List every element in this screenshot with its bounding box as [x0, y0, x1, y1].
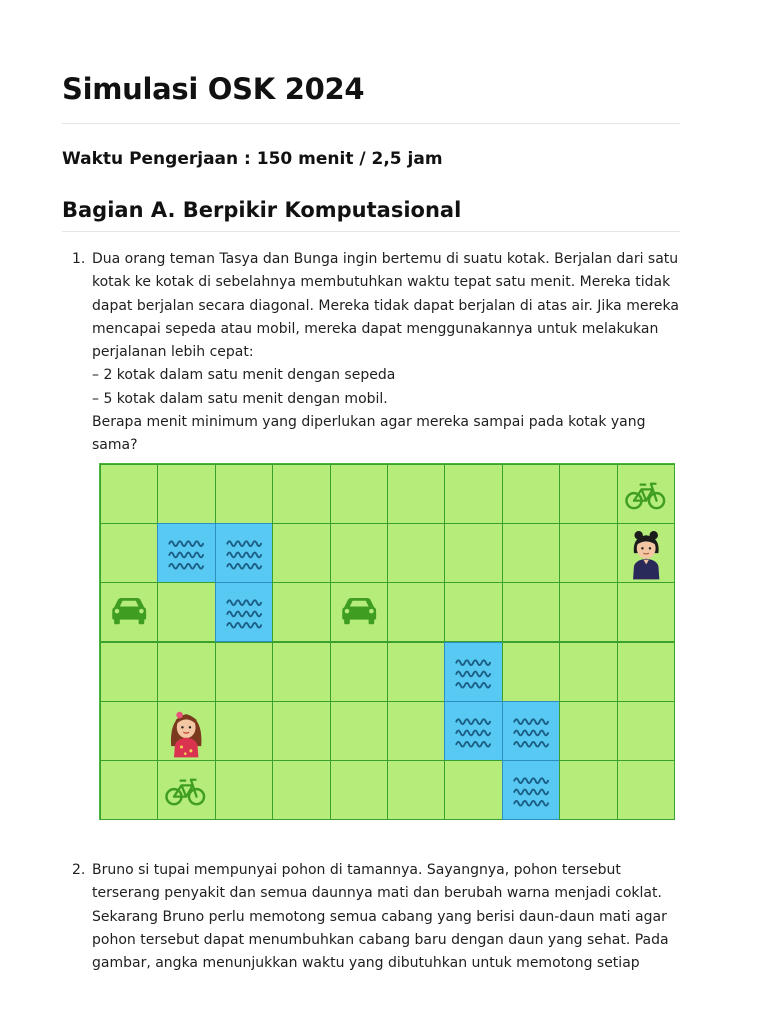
grid-cell	[272, 464, 330, 524]
grid-cell	[100, 701, 158, 761]
grid-cell	[272, 582, 330, 642]
girl-red-icon	[158, 702, 214, 760]
water-icon	[445, 643, 501, 701]
water-cell	[444, 642, 502, 702]
grid-cell	[215, 760, 273, 820]
grid-cell	[215, 642, 273, 702]
grid-cell	[559, 523, 617, 583]
question-line: mencapai sepeda atau mobil, mereka dapat menggunakannya untuk melakukan	[92, 320, 659, 337]
water-icon	[503, 702, 559, 760]
title-divider	[62, 123, 680, 124]
question-line: pohon tersebut dapat menumbuhkan cabang baru dengan daun yang sehat. Pada	[92, 931, 669, 948]
section-divider	[62, 231, 680, 232]
bicycle-icon	[158, 761, 214, 819]
water-cell	[215, 523, 273, 583]
grid-cell	[444, 582, 502, 642]
water-icon	[216, 524, 272, 582]
grid-cell	[502, 523, 560, 583]
grid-cell	[617, 642, 675, 702]
grid-cell	[617, 760, 675, 820]
question-line: perjalanan lebih cepat:	[92, 344, 254, 361]
question-line: sama?	[92, 437, 138, 454]
grid-cell	[272, 642, 330, 702]
question-line: Bruno si tupai mempunyai pohon di tamannya. Sayangnya, pohon tersebut	[92, 862, 621, 878]
water-cell	[502, 760, 560, 820]
grid-cell	[387, 701, 445, 761]
duration-heading: Waktu Pengerjaan : 150 menit / 2,5 jam	[62, 149, 443, 169]
question-1	[72, 248, 682, 458]
grid-cell	[387, 523, 445, 583]
grid-cell	[559, 464, 617, 524]
question-line: Berapa menit minimum yang diperlukan agar mereka sampai pada kotak yang	[92, 414, 646, 431]
question-line: kotak ke kotak di sebelahnya membutuhkan waktu tepat satu menit. Mereka tidak	[92, 274, 671, 291]
water-cell	[502, 701, 560, 761]
question-line: gambar, angka menunjukkan waktu yang dibutuhkan untuk memotong setiap	[92, 955, 640, 972]
water-icon	[158, 524, 214, 582]
grid-cell	[444, 464, 502, 524]
grid-cell	[502, 642, 560, 702]
question-line: – 5 kotak dalam satu menit dengan mobil.	[92, 390, 388, 407]
question-line: Dua orang teman Tasya dan Bunga ingin bertemu di suatu kotak. Berjalan dari satu	[92, 251, 679, 267]
grid-cell	[100, 760, 158, 820]
grid-cell	[559, 582, 617, 642]
grid-cell	[100, 464, 158, 524]
grid-cell	[330, 523, 388, 583]
grid-cell	[617, 701, 675, 761]
grid-cell	[272, 701, 330, 761]
puzzle-grid	[99, 463, 675, 820]
page-title: Simulasi OSK 2024	[62, 72, 365, 106]
water-icon	[445, 702, 501, 760]
question-line: Sekarang Bruno perlu memotong semua cabang yang berisi daun-daun mati agar	[92, 908, 667, 925]
water-icon	[503, 761, 559, 819]
grid-cell	[157, 582, 215, 642]
grid-cell	[444, 760, 502, 820]
grid-cell	[617, 464, 675, 524]
grid-cell	[157, 760, 215, 820]
grid-cell	[617, 582, 675, 642]
grid-cell	[157, 701, 215, 761]
grid-cell	[502, 464, 560, 524]
water-cell	[215, 582, 273, 642]
grid-cell	[215, 701, 273, 761]
section-heading: Bagian A. Berpikir Komputasional	[62, 198, 462, 222]
grid-cell	[387, 582, 445, 642]
grid-cell	[617, 523, 675, 583]
car-icon	[101, 583, 157, 641]
girl-dark-icon	[618, 524, 674, 582]
grid-cell	[100, 582, 158, 642]
grid-cell	[330, 701, 388, 761]
grid-cell	[559, 760, 617, 820]
grid-cell	[272, 523, 330, 583]
question-2	[72, 859, 682, 975]
car-icon	[331, 583, 387, 641]
bicycle-icon	[618, 465, 674, 523]
grid-cell	[387, 760, 445, 820]
question-line: dapat berjalan secara diagonal. Mereka tidak dapat berjalan di atas air. Jika mereka	[92, 297, 679, 314]
grid-cell	[330, 642, 388, 702]
grid-cell	[100, 642, 158, 702]
water-cell	[444, 701, 502, 761]
question-number: 1.	[72, 251, 86, 267]
grid-cell	[502, 582, 560, 642]
grid-cell	[387, 464, 445, 524]
water-icon	[216, 583, 272, 641]
grid-cell	[559, 642, 617, 702]
grid-cell	[559, 701, 617, 761]
question-line: terserang penyakit dan semua daunnya mati dan berubah warna menjadi coklat.	[92, 885, 662, 902]
grid-cell	[215, 464, 273, 524]
grid-cell	[272, 760, 330, 820]
grid-cell	[157, 464, 215, 524]
water-cell	[157, 523, 215, 583]
question-number: 2.	[72, 862, 86, 878]
question-line: – 2 kotak dalam satu menit dengan sepeda	[92, 367, 396, 384]
grid-cell	[330, 760, 388, 820]
grid-cell	[157, 642, 215, 702]
grid-cell	[330, 464, 388, 524]
grid-cell	[330, 582, 388, 642]
grid-cell	[100, 523, 158, 583]
grid-cell	[387, 642, 445, 702]
grid-cell	[444, 523, 502, 583]
